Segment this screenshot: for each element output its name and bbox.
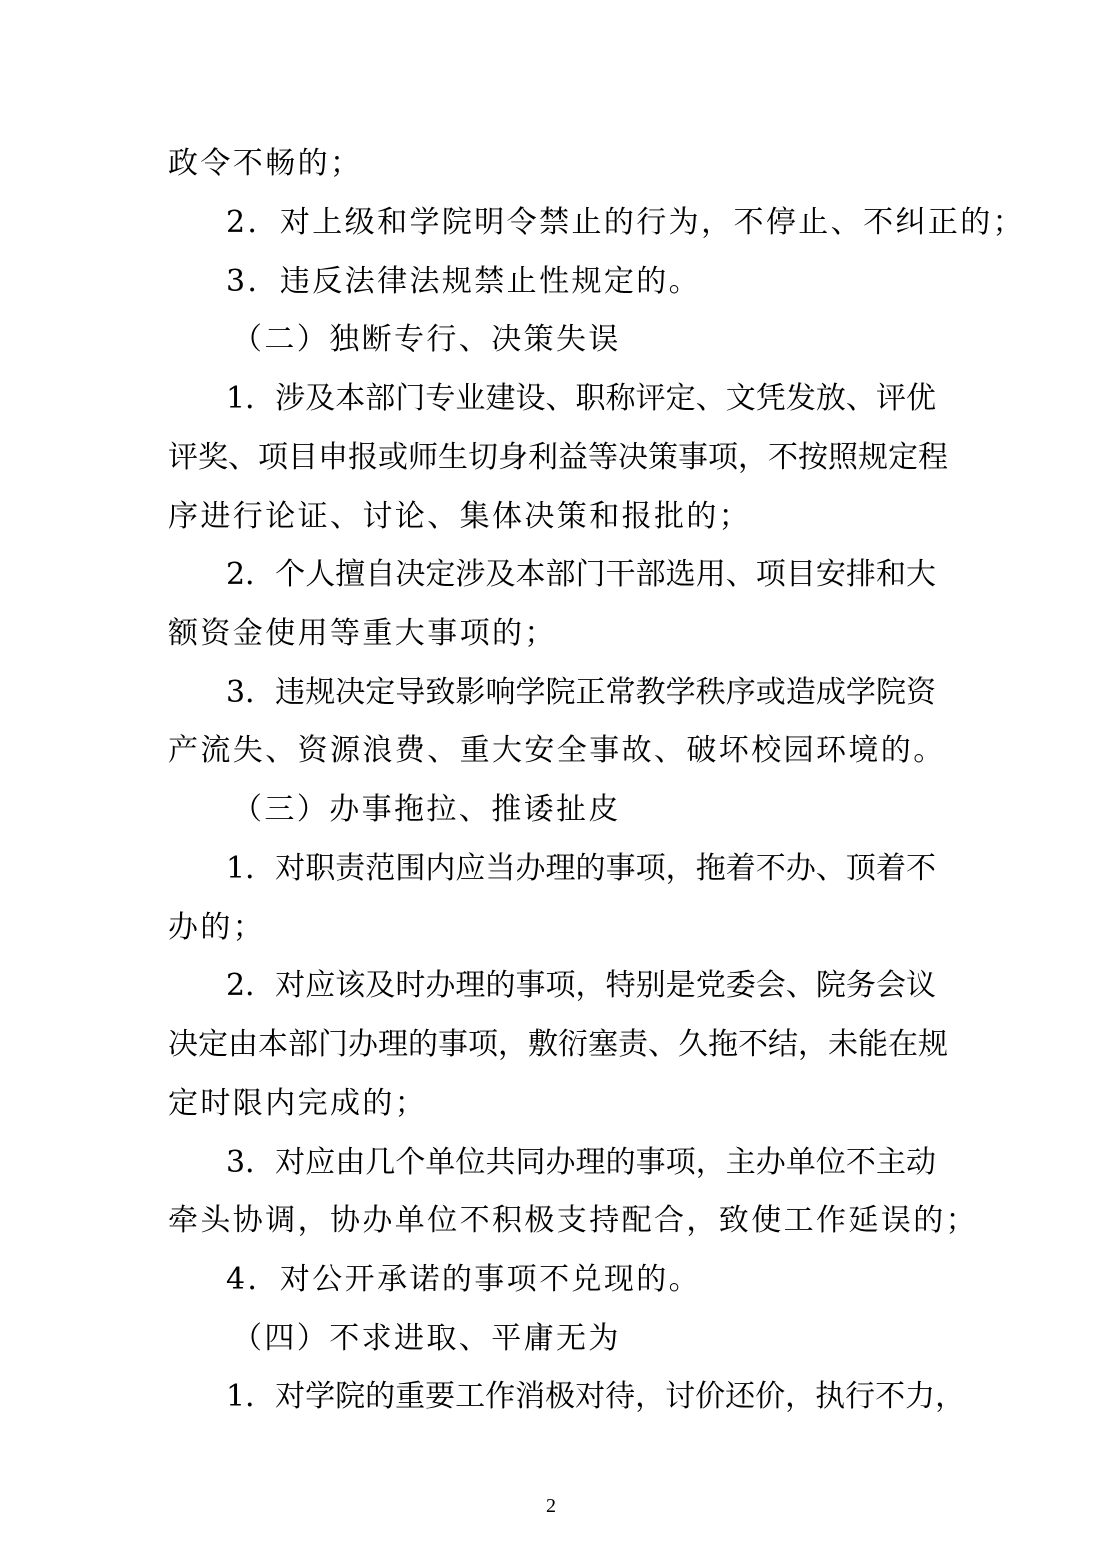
list-item-4: 4．对公开承诺的事项不兑现的。 [226, 1262, 702, 1297]
list-item-3: 3．对应由几个单位共同办理的事项，主办单位不主动 [226, 1145, 936, 1180]
list-item-2: 2．对上级和学院明令禁止的行为，不停止、不纠正的； [226, 205, 1026, 240]
body-text-line: 定时限内完成的； [168, 1086, 428, 1121]
page-number: 2 [546, 1495, 556, 1517]
body-text-line: 序进行论证、讨论、集体决策和报批的； [168, 499, 752, 534]
body-text-line: 额资金使用等重大事项的； [168, 616, 557, 651]
section-heading-3: （三）办事拖拉、推诿扯皮 [232, 792, 621, 827]
section-heading-4: （四）不求进取、平庸无为 [232, 1321, 621, 1356]
list-item-1: 1．对职责范围内应当办理的事项，拖着不办、顶着不 [226, 851, 936, 886]
body-text-line: 评奖、项目申报或师生切身利益等决策事项，不按照规定程 [168, 440, 948, 475]
body-text-line: 决定由本部门办理的事项，敷衍塞责、久拖不结，未能在规 [168, 1027, 948, 1062]
list-item-1: 1．涉及本部门专业建设、职称评定、文凭发放、评优 [226, 381, 936, 416]
body-text-line: 政令不畅的； [168, 146, 363, 181]
section-heading-2: （二）独断专行、决策失误 [232, 322, 621, 357]
body-text-line: 办的； [168, 910, 266, 945]
list-item-3: 3．违规决定导致影响学院正常教学秩序或造成学院资 [226, 675, 936, 710]
list-item-3: 3．违反法律法规禁止性规定的。 [226, 264, 702, 299]
list-item-1: 1．对学院的重要工作消极对待，讨价还价，执行不力， [226, 1379, 966, 1414]
body-text-line: 牵头协调，协办单位不积极支持配合，致使工作延误的； [168, 1203, 978, 1238]
list-item-2: 2．个人擅自决定涉及本部门干部选用、项目安排和大 [226, 557, 936, 592]
body-text-line: 产流失、资源浪费、重大安全事故、破坏校园环境的。 [168, 733, 946, 768]
list-item-2: 2．对应该及时办理的事项，特别是党委会、院务会议 [226, 968, 936, 1003]
